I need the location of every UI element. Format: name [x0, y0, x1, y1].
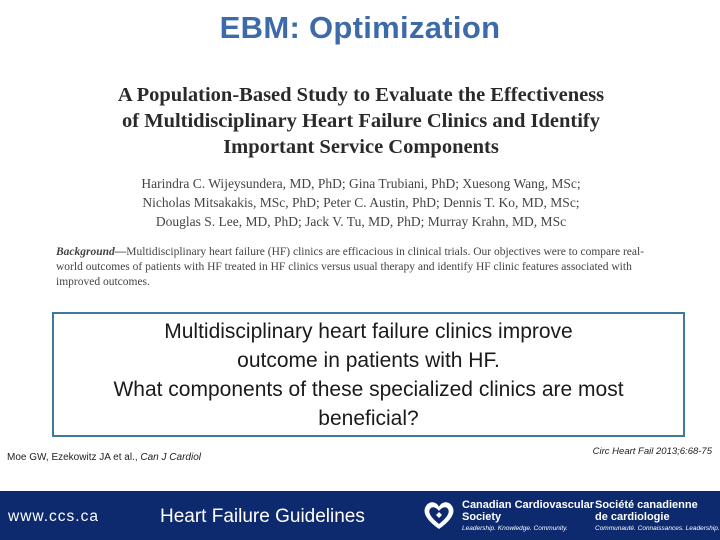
- footer-bar: [0, 491, 720, 540]
- org-fr-line: Société canadienne: [595, 499, 698, 511]
- footer-label: Heart Failure Guidelines: [160, 506, 365, 527]
- ccs-heart-logo-icon: [420, 496, 458, 534]
- paper-title-line: of Multidisciplinary Heart Failure Clinics and Identify: [122, 110, 600, 132]
- author-line: Nicholas Mitsakakis, MSc, PhD; Peter C. Austin, PhD; Dennis T. Ko, MD, MSc;: [142, 195, 580, 210]
- slide-title: EBM: Optimization: [219, 10, 501, 45]
- paper-title: [56, 82, 666, 160]
- callout-line: Multidisciplinary heart failure clinics improve: [164, 319, 573, 343]
- reference-journal: Can J Cardiol: [140, 452, 201, 463]
- abstract-lead: Background—: [56, 246, 127, 258]
- reference-authors: Moe GW, Ezekowitz JA et al.,: [7, 452, 141, 463]
- callout-line: What components of these specialized clinics are most: [113, 377, 624, 401]
- paper-excerpt: [56, 82, 666, 290]
- org-fr-line: de cardiologie: [595, 510, 670, 523]
- abstract-text: Multidisciplinary heart failure (HF) clinics are efficacious in clinical trials. Our objectives were to compare real-world outcomes of patients with HF treated in HF clinics versus usual therapy and identify HF clinic features associated with improved outcomes.: [56, 246, 645, 288]
- ccs-heart-logo-svg: [420, 496, 458, 534]
- paper-title-line: Important Service Components: [223, 136, 499, 158]
- paper-title-line: A Population-Based Study to Evaluate the Effectiveness: [117, 84, 605, 106]
- author-line: Harindra C. Wijeysundera, MD, PhD; Gina Trubiani, PhD; Xuesong Wang, MSc;: [141, 176, 581, 191]
- footer-url[interactable]: www.ccs.ca: [8, 508, 99, 525]
- paper-authors: [56, 174, 666, 231]
- author-line: Douglas S. Lee, MD, PhD; Jack V. Tu, MD, PhD; Murray Krahn, MD, MSc: [155, 214, 567, 229]
- org-en-line: Society: [462, 510, 502, 523]
- callout-line: outcome in patients with HF.: [237, 348, 500, 372]
- callout-box: [52, 312, 685, 437]
- paper-abstract: [56, 245, 666, 290]
- org-en-tagline: Leadership. Knowledge. Community.: [462, 525, 568, 532]
- callout-text: [107, 317, 629, 433]
- reference-left: [7, 452, 201, 463]
- org-en-line: Canadian Cardiovascular: [462, 499, 595, 511]
- callout-line: beneficial?: [318, 406, 419, 430]
- reference-right: Circ Heart Fail 2013;6:68-75: [592, 446, 712, 457]
- org-name-english: [462, 500, 594, 532]
- org-name-french: [595, 500, 720, 532]
- org-fr-tagline: Communauté. Connaissances. Leadership.: [595, 525, 720, 532]
